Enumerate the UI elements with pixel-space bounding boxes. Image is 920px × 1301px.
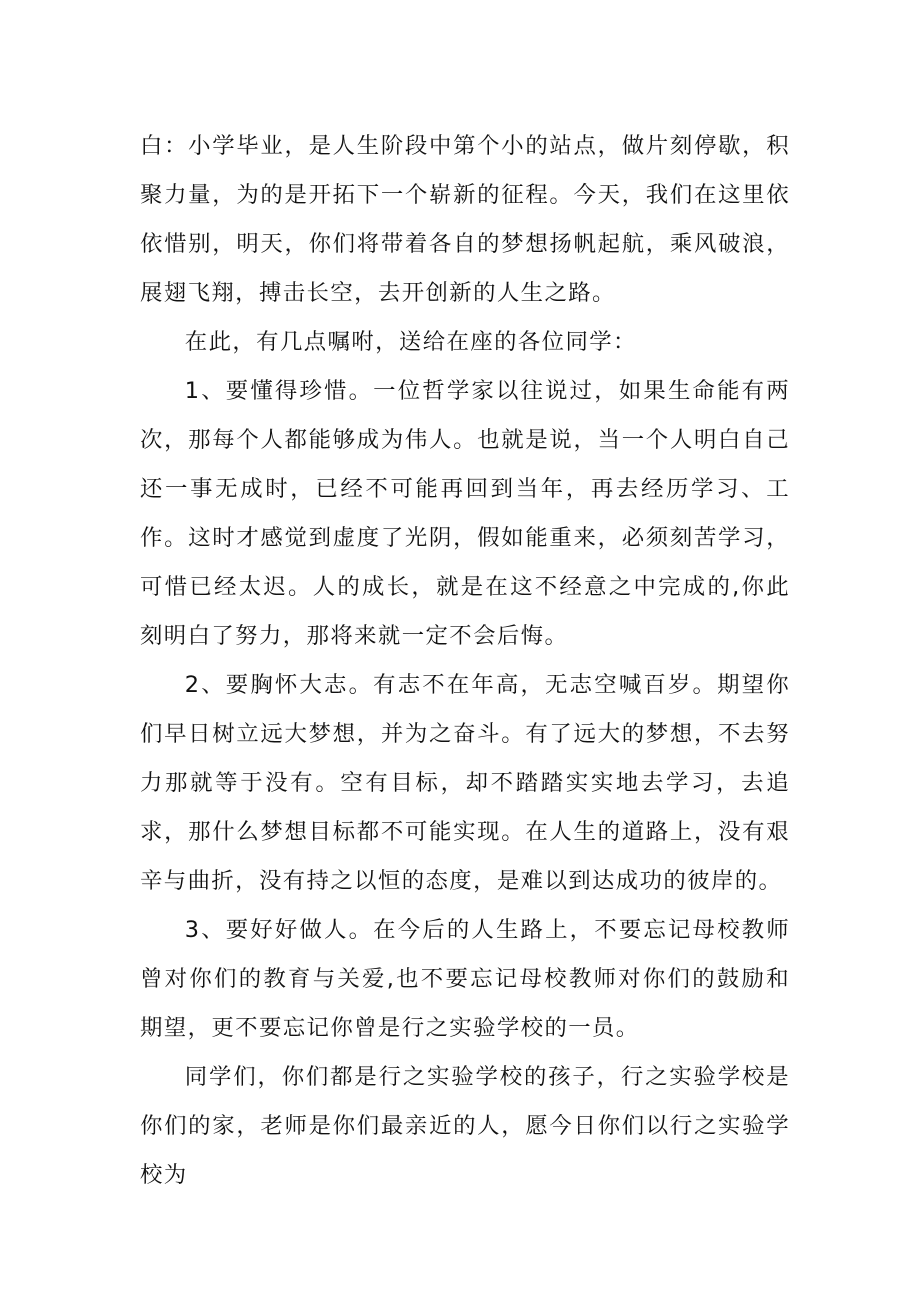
paragraph-intro-advice: 在此，有几点嘱咐，送给在座的各位同学： <box>184 329 637 355</box>
paragraph-advice-ambition: 2、要胸怀大志。有志不在年高，无志空喊百岁。期望你们早日树立远大梦想，并为之奋斗。有了远大的梦想，不去努力那就等于没有。空有目标，却不踏踏实实地去学习，去追求，那什么梦想目标都不可能实现。在人生的道路上，没有艰辛与曲折，没有持之以恒的态度，是难以到达成功的彼岸的。 <box>140 672 790 894</box>
paragraph-closing-remarks: 白：小学毕业，是人生阶段中第个小的站点，做片刻停歇，积聚力量，为的是开拓下一个崭新的征程。今天，我们在这里依依惜别，明天，你们将带着各自的梦想扬帆起航，乘风破浪，展翅飞翔，搏击长空，去开创新的人生之路。 <box>140 133 790 306</box>
paragraph-advice-cherish: 1、要懂得珍惜。一位哲学家以往说过，如果生命能有两次，那每个人都能够成为伟人。也就是说，当一个人明白自己还一事无成时，已经不可能再回到当年，再去经历学习、工作。这时才感觉到虚度了光阴，假如能重来，必须刻苦学习，可惜已经太迟。人的成长，就是在这不经意之中完成的,你此刻明白了努力，那将来就一定不会后悔。 <box>140 378 790 649</box>
paragraph-students-family: 同学们，你们都是行之实验学校的孩子，行之实验学校是你们的家，老师是你们最亲近的人，愿今日你们以行之实验学校为 <box>140 1064 790 1188</box>
document-body <box>140 122 790 1200</box>
paragraph-advice-character: 3、要好好做人。在今后的人生路上，不要忘记母校教师曾对你们的教育与关爱,也不要忘记母校教师对你们的鼓励和期望，更不要忘记你曾是行之实验学校的一员。 <box>140 917 790 1041</box>
